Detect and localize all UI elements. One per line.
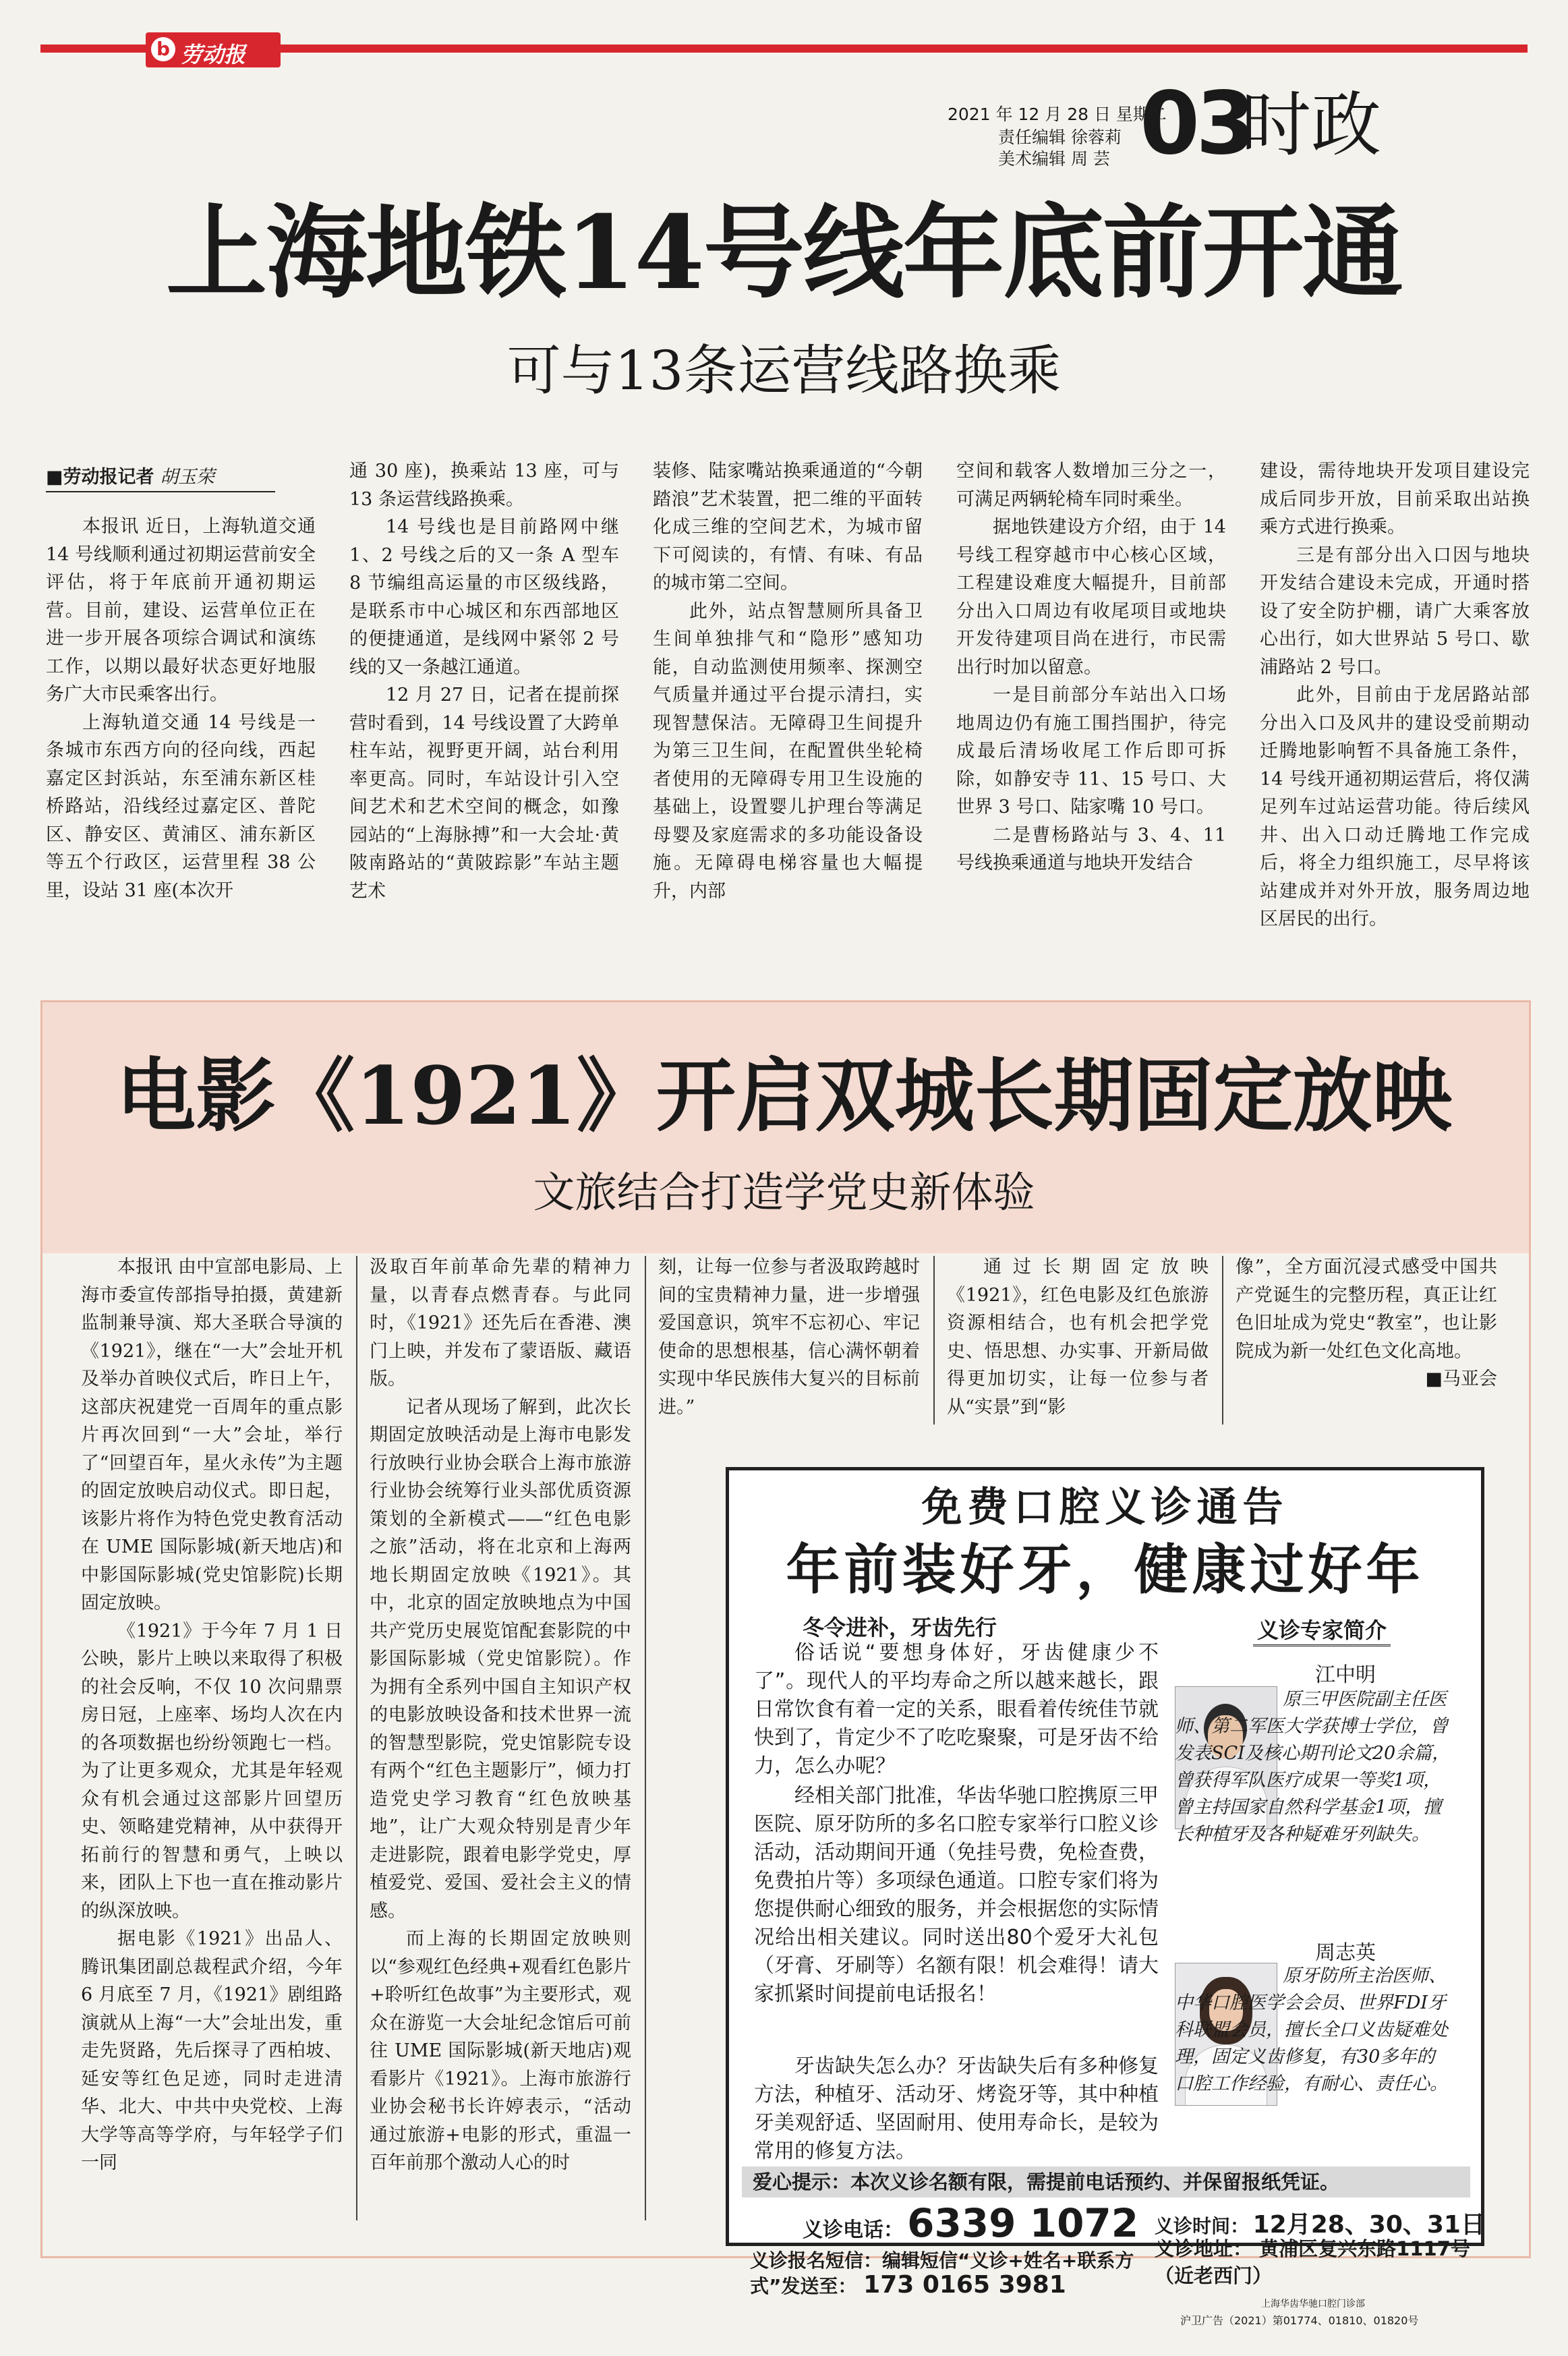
expert2-bio: 原牙防所主治医师、中华口腔医学会会员、世界FDI牙科联盟会员，擅长全口义齿疑难处理，固定义齿修复，有30多年的口腔工作经验，有耐心、责任心。 bbox=[1175, 1965, 1448, 2094]
story2-column-2 bbox=[370, 1253, 631, 2224]
art-editor-name: 周 芸 bbox=[1070, 149, 1110, 169]
story2-column-4 bbox=[947, 1253, 1209, 1422]
paragraph: 空间和载客人数增加三分之一，可满足两辆轮椅车同时乘坐。 bbox=[956, 461, 1226, 510]
address-value: 黄浦区复兴东路1117号（近老西门） bbox=[1155, 2237, 1470, 2287]
art-editor-line bbox=[998, 146, 1110, 170]
ad-notice: 爱心提示：本次义诊名额有限，需提前电话预约、并保留报纸凭证。 bbox=[742, 2166, 1470, 2197]
paragraph: 汲取百年前革命先辈的精神力量，以青春点燃青春。与此同时，《1921》还先后在香港、澳门上映，并发布了蒙语版、藏语版。 bbox=[370, 1257, 631, 1389]
sms-label: 义诊报名短信：编辑短信“义诊+姓名+联系方式”发送至： bbox=[750, 2249, 1134, 2297]
paragraph: 通过长期固定放映《1921》，红色电影及红色旅游资源相结合，也有机会把学党史、悟思想、办实事、开新局做得更加切实，让每一位参与者从“实景”到“影 bbox=[947, 1257, 1209, 1418]
paragraph: 一是目前部分车站出入口场地周边仍有施工围挡围护，待完成最后清场收尾工作后即可拆除，如静安寺 11、15 号口、大世界 3 号口、陆家嘴 10 号口。 bbox=[956, 685, 1226, 817]
paragraph: 刻，让每一位参与者汲取跨越时间的宝贵精神力量，进一步增强爱国意识，筑牢不忘初心、牢记使命的思想根基，信心满怀朝着实现中华民族伟大复兴的目标前进。” bbox=[658, 1257, 920, 1418]
expert1-bio: 原三甲医院副主任医师、第二军医大学获博士学位，曾发表SCI及核心期刊论文20余篇，曾获得军队医疗成果一等奖1项，曾主持国家自然科学基金1项，擅长种植牙及各种疑难牙列缺失。 bbox=[1175, 1689, 1451, 1845]
paragraph: 本报讯 由中宣部电影局、上海市委宣传部指导拍摄，黄建新监制兼导演、郑大圣联合导演的《1921》，继在“一大”会址开机及举办首映仪式后，昨日上午，这部庆祝建党一百周年的重点影片再次回到“一大”会址，举行了“回望百年，星火永传”为主题的固定放映启动仪式。即日起，该影片将作为特色党史教育活动在 UME 国际影城(新天地店)和中影国际影城(党史馆影院)长期固定放映。 bbox=[81, 1257, 343, 1613]
sms-number[interactable]: 173 0165 3981 bbox=[863, 2271, 1066, 2299]
ad-body bbox=[754, 1639, 1159, 2010]
paragraph: 此外，目前由于龙居路站部分出入口及风井的建设受前期动迁腾地影响暂不具备施工条件，14 号线开通初期运营后，将仅满足列车过站运营功能。待后续风井、出入口动迁腾地工作完成后，将全力组织施工，尽早将该站建成并对外开放，服务周边地区居民的出行。 bbox=[1260, 685, 1530, 929]
story2-headline: 电影《1921》开启双城长期固定放映 bbox=[116, 1049, 1452, 1143]
page-number: 03 bbox=[1140, 74, 1252, 174]
byline-label: ■劳动报记者 bbox=[46, 467, 154, 488]
editor-label: 责任编辑 bbox=[998, 127, 1066, 147]
logo bbox=[146, 32, 281, 67]
fine-print-1: 上海华齿华驰口腔门诊部 bbox=[1261, 2299, 1365, 2309]
story1-column-3 bbox=[653, 457, 923, 944]
column-divider bbox=[933, 1256, 935, 1425]
paragraph: 12 月 27 日，记者在提前探营时看到，14 号线设置了大跨单柱车站，视野更开阔，站台利用率更高。同时，车站设计引入空间艺术和艺术空间的概念，如豫园站的“上海脉搏”和一大会址·黄陂南路站的“黄陂踪影”车站主题艺术 bbox=[349, 685, 619, 902]
paragraph: 建设，需待地块开发项目建设完成后同步开放，目前采取出站换乘方式进行换乘。 bbox=[1260, 461, 1530, 538]
paragraph: 14 号线也是目前路网中继 1、2 号线之后的又一条 A 型车 8 节编组高运量的市区级线路，是联系市中心城区和东西部地区的便捷通道，是线网中紧邻 2 号线的又一条越江通道。 bbox=[349, 517, 619, 678]
story2-column-1 bbox=[81, 1253, 343, 2224]
editor-line bbox=[998, 124, 1122, 148]
time-label: 义诊时间： bbox=[1155, 2215, 1250, 2237]
paragraph: 据电影《1921》出品人、腾讯集团副总裁程武介绍，今年 6 月底至 7 月，《1921》剧组路演就从上海“一大”会址出发，重走先贤路，先后探寻了西柏坡、延安等红色足迹，同时走进清华、北大、中共中央党校、上海大学等高等学府，与年轻学子们一同 bbox=[81, 1928, 343, 2173]
story2-column-3 bbox=[658, 1253, 920, 1422]
column-divider bbox=[1222, 1256, 1223, 1425]
experts-title: 义诊专家简介 bbox=[1253, 1613, 1391, 1646]
ad-body-bottom: 牙齿缺失怎么办？牙齿缺失后有多种修复方法，种植牙、活动牙、烤瓷牙等，其中种植牙美观舒适、坚固耐用、使用寿命长，是较为常用的修复方法。 bbox=[754, 2055, 1159, 2163]
paragraph: 而上海的长期固定放映则以“参观红色经典+观看红色影片+聆听红色故事”为主要形式，观众在游览一大会址纪念馆后可前往 UME 国际影城(新天地店)观看影片《1921》。上海市旅游行业协会秘书长许婷表示，“活动通过旅游+电影的形式，重温一百年前那个激动人心的时 bbox=[370, 1928, 631, 2173]
expert2-name: 周志英 bbox=[1315, 1941, 1376, 1965]
address-label: 义诊地址： bbox=[1155, 2237, 1253, 2260]
column-divider bbox=[356, 1256, 357, 2220]
fine-print-2: 沪卫广告（2021）第01774、01810、01820号 bbox=[1180, 2314, 1419, 2327]
paragraph: 三是有部分出入口因与地块开发结合建设未完成，开通时搭设了安全防护棚，请广大乘客放心出行，如大世界站 5 号口、歇浦路站 2 号口。 bbox=[1260, 544, 1530, 678]
expert1-name: 江中明 bbox=[1315, 1663, 1376, 1687]
paragraph: 通 30 座)，换乘站 13 座，可与 13 条运营线路换乘。 bbox=[349, 461, 619, 510]
ad-subtitle: 冬令进补，牙齿先行 bbox=[803, 1615, 997, 1640]
paragraph: 《1921》于今年 7 月 1 日公映，影片上映以来取得了积极的社会反响，不仅 10 次问鼎票房日冠，上座率、场均人次在内的各项数据也纷纷领跑七一档。为了让更多观众，尤其是年轻观众有机会通过这部影片回望历史、领略建党精神，从中获得开拓前行的智慧和勇气，上映以来，团队上下也一直在推动影片的纵深放映。 bbox=[81, 1620, 343, 1922]
story1-column-4 bbox=[956, 457, 1226, 944]
story1-column-1 bbox=[46, 513, 316, 944]
paragraph: 二是曹杨路站与 3、4、11 号线换乘通道与地块开发结合 bbox=[956, 824, 1226, 873]
phone-row bbox=[803, 2202, 1138, 2245]
issue-date: 2021 年 12 月 28 日 星期二 bbox=[948, 105, 1167, 124]
editor-name: 徐蓉莉 bbox=[1070, 127, 1122, 147]
paragraph: 像”，全方面沉浸式感受中国共产党诞生的完整历程，真正让红色旧址成为党史“教室”，也让影院成为新一处红色文化高地。 bbox=[1236, 1257, 1497, 1362]
phone-number[interactable]: 6339 1072 bbox=[907, 2200, 1139, 2246]
paragraph: 本报讯 近日，上海轨道交通 14 号线顺利通过初期运营前安全评估，将于年底前开通初期运营。目前，建设、运营单位正在进一步开展各项综合调试和演练工作，以期以最好状态更好地服务广大市民乘客出行。 bbox=[46, 516, 316, 705]
paragraph: 记者从现场了解到，此次长期固定放映活动是上海市电影发行放映行业协会联合上海市旅游行业协会统筹行业头部优质资源策划的全新模式——“红色电影之旅”活动，将在北京和上海两地长期固定放映《1921》。其中，北京的固定放映地点为中国共产党历史展览馆配套影院的中影国际影城（党史馆影院）。作为拥有全系列中国自主知识产权的电影放映设备和技术世界一流的智慧型影院，党史馆影院专设有两个“红色主题影厅”，倾力打造党史学习教育“红色放映基地”，让广大观众特别是青少年走进影院，跟着电影学党史，厚植爱党、爱国、爱社会主义的情感。 bbox=[370, 1396, 631, 1922]
ad-paragraph: 俗话说“要想身体好，牙齿健康少不了”。现代人的平均寿命之所以越来越长，跟日常饮食有着一定的关系，眼看着传统佳节就快到了，肯定少不了吃吃聚聚，可是牙齿不给力，怎么办呢？ bbox=[754, 1641, 1159, 1778]
story1-byline bbox=[46, 462, 275, 492]
ad-title: 免费口腔义诊通告 bbox=[921, 1484, 1289, 1531]
sms-row bbox=[750, 2249, 1168, 2299]
column-divider bbox=[645, 1256, 646, 2220]
logo-icon: b bbox=[151, 37, 175, 61]
phone-label: 义诊电话： bbox=[803, 2218, 904, 2242]
story1-column-5 bbox=[1260, 457, 1530, 944]
byline-name: 胡玉荣 bbox=[160, 467, 215, 488]
paragraph: 装修、陆家嘴站换乘通道的“今朝踏浪”艺术装置，把二维的平面转化成三维的空间艺术，为城市留下可阅读的，有情、有味、有品的城市第二空间。 bbox=[653, 461, 923, 594]
story1-subhead: 可与13条运营线路换乘 bbox=[506, 339, 1062, 402]
story1-headline: 上海地铁14号线年底前开通 bbox=[166, 194, 1402, 312]
logo-text: 劳动报 bbox=[181, 42, 246, 67]
art-editor-label: 美术编辑 bbox=[998, 149, 1066, 169]
story2-column-5 bbox=[1236, 1253, 1497, 1422]
ad-slogan: 年前装好牙，健康过好年 bbox=[786, 1539, 1424, 1601]
paragraph: 上海轨道交通 14 号线是一条城市东西方向的径向线，西起嘉定区封浜站，东至浦东新区桂桥路站，沿线经过嘉定区、普陀区、静安区、黄浦区、浦东新区等五个行政区，运营里程 38 公里，设站 31 座(本次开 bbox=[46, 712, 316, 901]
paragraph: 此外，站点智慧厕所具备卫生间单独排气和“隐形”感知功能，自动监测使用频率、探测空气质量并通过平台提示清扫，实现智慧保洁。无障碍卫生间提升为第三卫生间，在配置供坐轮椅者使用的无障碍专用卫生设施的基础上，设置婴儿护理台等满足母婴及家庭需求的多功能设备设施。无障碍电梯容量也大幅提升，内部 bbox=[653, 600, 923, 902]
ad-paragraph: 经相关部门批准，华齿华驰口腔携原三甲医院、原牙防所的多名口腔专家举行口腔义诊活动，活动期间开通（免挂号费，免检查费，免费拍片等）多项绿色通道。口腔专家们将为您提供耐心细致的服务，并会根据您的实际情况给出相关建议。同时送出80个爱牙大礼包（牙膏、牙刷等）名额有限！机会难得！请大家抓紧时间提前电话报名！ bbox=[754, 1784, 1159, 2006]
section-name: 时政 bbox=[1241, 84, 1382, 166]
address-row bbox=[1155, 2235, 1472, 2289]
story1-column-2 bbox=[349, 457, 619, 944]
paragraph: 据地铁建设方介绍，由于 14 号线工程穿越市中心核心区域，工程建设难度大幅提升，目前部分出入口周边有收尾项目或地块开发待建项目尚在进行，市民需出行时加以留意。 bbox=[956, 517, 1226, 678]
story2-subhead: 文旅结合打造学党史新体验 bbox=[533, 1168, 1035, 1217]
time-value: 12月28、30、31日 bbox=[1252, 2211, 1485, 2239]
story2-byline: ■马亚会 bbox=[1425, 1369, 1497, 1389]
